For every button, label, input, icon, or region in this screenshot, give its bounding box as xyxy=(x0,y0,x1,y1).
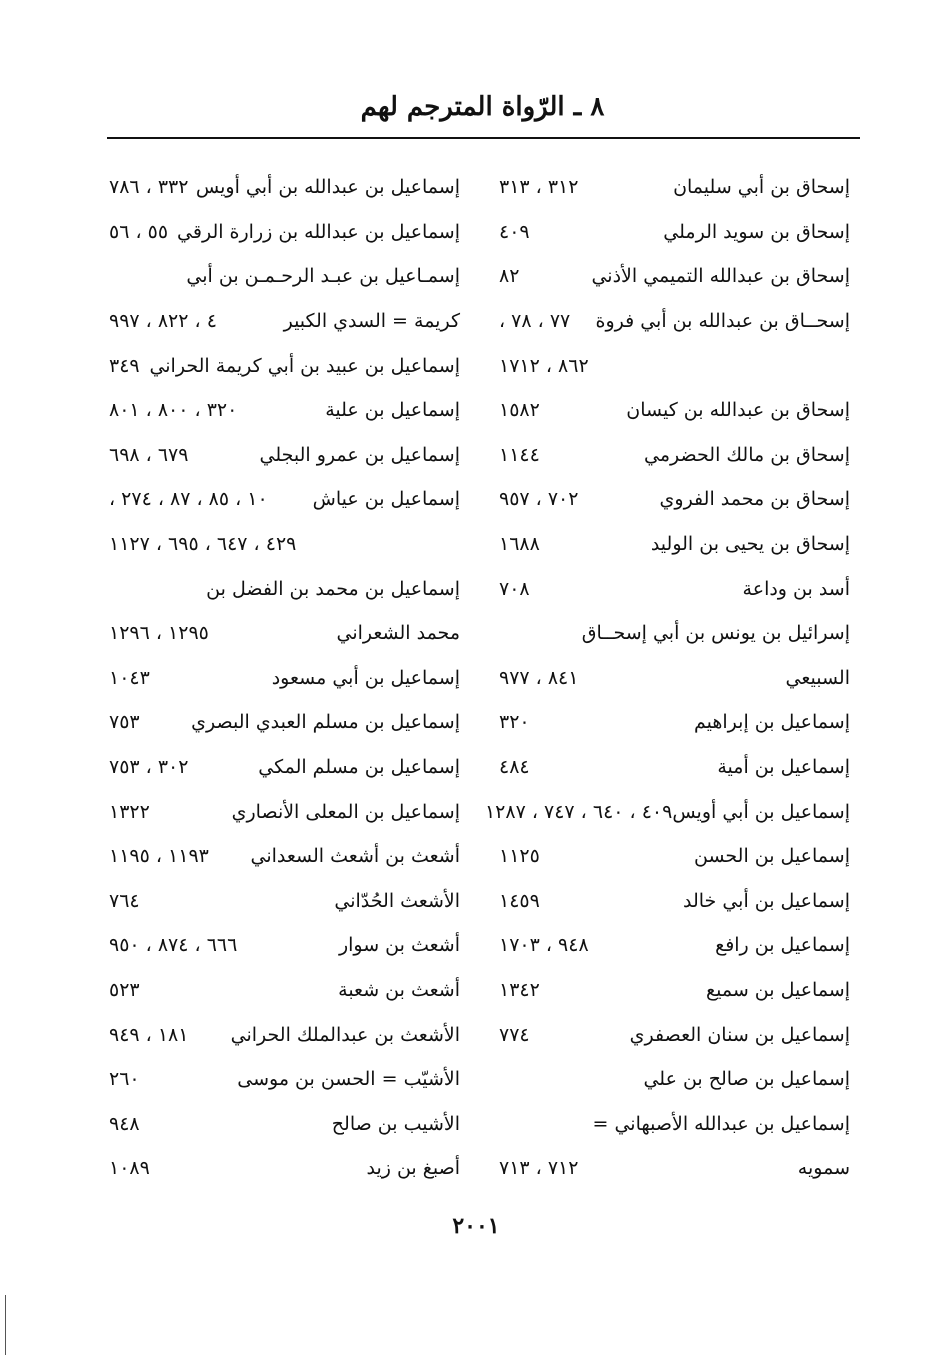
narrator-name: إسمـاعيل بن عبـد الرحـمـن بن أبي xyxy=(186,265,460,288)
page-references: ٤٠٩ xyxy=(499,220,530,243)
index-entry xyxy=(105,254,460,299)
index-entry xyxy=(495,879,850,924)
narrator-name: أشعث بن شعبة xyxy=(338,978,460,1001)
page-references: ٤٠٩ ، ٦٤٠ ، ٧٤٧ ، ١٢٨٧ xyxy=(484,800,673,823)
page-references: ١٠ ، ٨٥ ، ٨٧ ، ٢٧٤ ، xyxy=(109,488,268,511)
page-references: ٤٢٩ ، ٦٤٧ ، ٦٩٥ ، ١١٢٧ xyxy=(109,533,297,556)
index-entry xyxy=(105,210,460,255)
page-references: ٢٦٠ xyxy=(109,1068,140,1091)
index-entry xyxy=(105,1057,460,1102)
page-references: ١٥٨٢ xyxy=(499,399,540,422)
page-references: ٤٨٤ xyxy=(499,756,530,779)
index-entry xyxy=(495,433,850,478)
page-references: ٣٢٠ ، ٨٠٠ ، ٨٠١ xyxy=(109,399,238,422)
page-header-title: ٨ ـ الرّواة المترجم لهم xyxy=(360,92,605,122)
narrator-name: الأشيّب = الحسن بن موسى xyxy=(237,1068,460,1091)
index-entry xyxy=(495,388,850,433)
index-entry xyxy=(105,923,460,968)
index-entry xyxy=(105,566,460,611)
index-entry xyxy=(105,745,460,790)
page-references: ١٣٢٢ xyxy=(109,800,150,823)
header-rule xyxy=(107,137,860,139)
narrator-name: أصبغ بن زيد xyxy=(366,1157,460,1180)
narrator-name: إسماعيل بن الحسن xyxy=(693,845,850,868)
index-entry xyxy=(105,611,460,656)
page-references: ١١٤٤ xyxy=(499,443,540,466)
narrator-name: الأشعث الحُدّاني xyxy=(334,889,460,912)
page-references: ٧٠٨ xyxy=(499,577,530,600)
page-references: ٧٠٢ ، ٩٥٧ xyxy=(499,488,579,511)
index-entry xyxy=(105,700,460,745)
narrator-name: إسماعيل بن مسلم العبدي البصري xyxy=(191,711,460,734)
page-references: ٧٧ ، ٧٨ ، xyxy=(499,310,571,333)
narrator-name: إسماعيل بن أبي خالد xyxy=(682,889,850,912)
page-references: ٧١٢ ، ٧١٣ xyxy=(499,1157,579,1180)
index-entry xyxy=(105,1101,460,1146)
index-entry xyxy=(105,879,460,924)
index-entry xyxy=(105,1146,460,1191)
narrator-name: إسحاق بن أبي سليمان xyxy=(673,176,850,199)
narrator-name: أشعث بن أشعث السعداني xyxy=(250,845,460,868)
index-entry xyxy=(495,1057,850,1102)
page-references: ١٠٨٩ xyxy=(109,1157,150,1180)
index-entry xyxy=(495,299,850,344)
index-entry xyxy=(495,477,850,522)
page-references: ٦٧٩ ، ٦٩٨ xyxy=(109,443,189,466)
narrator-name: إسماعيل بن عياش xyxy=(312,488,460,511)
narrator-name: إسماعيل بن عبدالله بن زرارة الرقي xyxy=(177,220,460,243)
narrator-name: إسماعيل بن أبي مسعود xyxy=(271,666,460,689)
index-entry xyxy=(495,923,850,968)
narrator-name: إسماعيل بن محمد بن الفضل بن xyxy=(206,577,460,600)
narrator-name: أسد بن وداعة xyxy=(742,577,850,600)
index-entry xyxy=(105,299,460,344)
page-references: ٥٢٣ xyxy=(109,978,140,1001)
index-entry xyxy=(495,343,850,388)
narrator-name: إسماعيل بن سميع xyxy=(705,978,850,1001)
index-entry xyxy=(105,477,460,522)
narrator-name: إسماعيل بن مسلم المكي xyxy=(258,756,460,779)
narrator-name: إسحاق بن مالك الحضرمي xyxy=(644,443,850,466)
index-entry xyxy=(495,254,850,299)
narrator-name: إسماعيل بن أمية xyxy=(717,756,850,779)
page-references: ٨٢ xyxy=(499,265,520,288)
narrator-name: إسماعيل بن إبراهيم xyxy=(694,711,850,734)
index-entry xyxy=(105,343,460,388)
narrator-name: إسحاق بن عبدالله بن كيسان xyxy=(626,399,850,422)
index-entry xyxy=(105,789,460,834)
index-entry xyxy=(105,165,460,210)
index-entry xyxy=(105,968,460,1013)
page-references: ١١٩٣ ، ١١٩٥ xyxy=(109,845,209,868)
page-references: ٧٥٣ xyxy=(109,711,140,734)
page-references: ٦٦٦ ، ٨٧٤ ، ٩٥٠ xyxy=(109,934,238,957)
narrator-name: إسحــاق بن عبدالله بن أبي فروة xyxy=(595,310,850,333)
narrator-name: إسماعيل بن أبي أويس xyxy=(672,800,850,823)
page-references: ١٢٩٥ ، ١٢٩٦ xyxy=(109,622,209,645)
narrator-name: إسماعيل بن رافع xyxy=(715,934,850,957)
page-references: ١٤٥٩ xyxy=(499,889,540,912)
page-references: ١٠٤٣ xyxy=(109,666,150,689)
narrator-name: إسماعيل بن المعلى الأنصاري xyxy=(231,800,460,823)
index-entry xyxy=(495,834,850,879)
narrator-name: إسرائيل بن يونس بن أبي إسحــاق xyxy=(581,622,850,645)
page-references: ٤ ، ٨٢٢ ، ٩٩٧ xyxy=(109,310,217,333)
index-entry xyxy=(484,789,850,834)
index-entry xyxy=(495,656,850,701)
page-references: ٨٤١ ، ٩٧٧ xyxy=(499,666,579,689)
index-entry xyxy=(105,388,460,433)
narrator-name: الأشعث بن عبدالملك الحراني xyxy=(230,1023,460,1046)
narrator-name: كريمة = السدي الكبير xyxy=(283,310,460,333)
page-references: ٧٧٤ xyxy=(499,1023,530,1046)
narrator-name: السبيعي xyxy=(785,666,850,689)
page-references: ٣١٢ ، ٣١٣ xyxy=(499,176,579,199)
narrator-name: أشعث بن سوار xyxy=(338,934,460,957)
page-references: ٨٦٢ ، ١٧١٢ xyxy=(499,354,589,377)
narrator-name: سمويه xyxy=(797,1157,850,1180)
narrator-name: إسماعيل بن عبيد بن أبي كريمة الحراني xyxy=(149,354,460,377)
narrator-name: إسحاق بن يحيى بن الوليد xyxy=(650,533,850,556)
page-references: ٣٠٢ ، ٧٥٣ xyxy=(109,756,189,779)
index-entry xyxy=(495,522,850,567)
page-references: ٩٤٨ xyxy=(109,1112,140,1135)
index-entry xyxy=(105,522,460,567)
index-entry xyxy=(495,1146,850,1191)
narrator-name: إسحاق بن سويد الرملي xyxy=(663,220,850,243)
narrator-name: إسماعيل بن عبدالله بن أبي أويس xyxy=(195,176,460,199)
page-references: ٣٢٠ xyxy=(499,711,530,734)
index-entry xyxy=(495,210,850,255)
index-entry xyxy=(495,745,850,790)
narrator-name: إسحاق بن عبدالله التميمي الأذني xyxy=(591,265,850,288)
index-entry xyxy=(495,1012,850,1057)
index-entry xyxy=(495,165,850,210)
index-entry xyxy=(105,433,460,478)
narrator-name: إسماعيل بن عبدالله الأصبهاني = xyxy=(592,1112,850,1135)
scan-margin-line xyxy=(5,1295,6,1355)
page-references: ١٨١ ، ٩٤٩ xyxy=(109,1023,189,1046)
narrator-name: إسماعيل بن علية xyxy=(325,399,460,422)
page-references: ٣٣٢ ، ٧٨٦ xyxy=(109,176,189,199)
narrator-name: إسحاق بن محمد الفروي xyxy=(659,488,850,511)
index-entry xyxy=(495,611,850,656)
index-column-left xyxy=(105,165,460,1191)
index-entry xyxy=(105,834,460,879)
page-references: ٩٤٨ ، ١٧٠٣ xyxy=(499,934,589,957)
narrator-name: إسماعيل بن عمرو البجلي xyxy=(259,443,460,466)
index-entry xyxy=(105,1012,460,1057)
page-references: ١٦٨٨ xyxy=(499,533,540,556)
index-entry xyxy=(495,700,850,745)
index-entry xyxy=(495,566,850,611)
page-references: ٣٤٩ xyxy=(109,354,140,377)
index-entry xyxy=(105,656,460,701)
narrator-name: محمد الشعراني xyxy=(336,622,460,645)
page-number: ٢٠٠١ xyxy=(452,1213,500,1239)
narrator-name: الأشيب بن صالح xyxy=(331,1112,460,1135)
page-references: ٧٦٤ xyxy=(109,889,140,912)
narrator-name: إسماعيل بن صالح بن علي xyxy=(643,1068,850,1091)
page-references: ٥٥ ، ٥٦ xyxy=(109,220,169,243)
page-references: ١١٢٥ xyxy=(499,845,540,868)
narrator-name: إسماعيل بن سنان العصفري xyxy=(629,1023,850,1046)
index-column-right xyxy=(484,165,850,1191)
page-references: ١٣٤٢ xyxy=(499,978,540,1001)
index-entry xyxy=(495,1101,850,1146)
index-entry xyxy=(495,968,850,1013)
